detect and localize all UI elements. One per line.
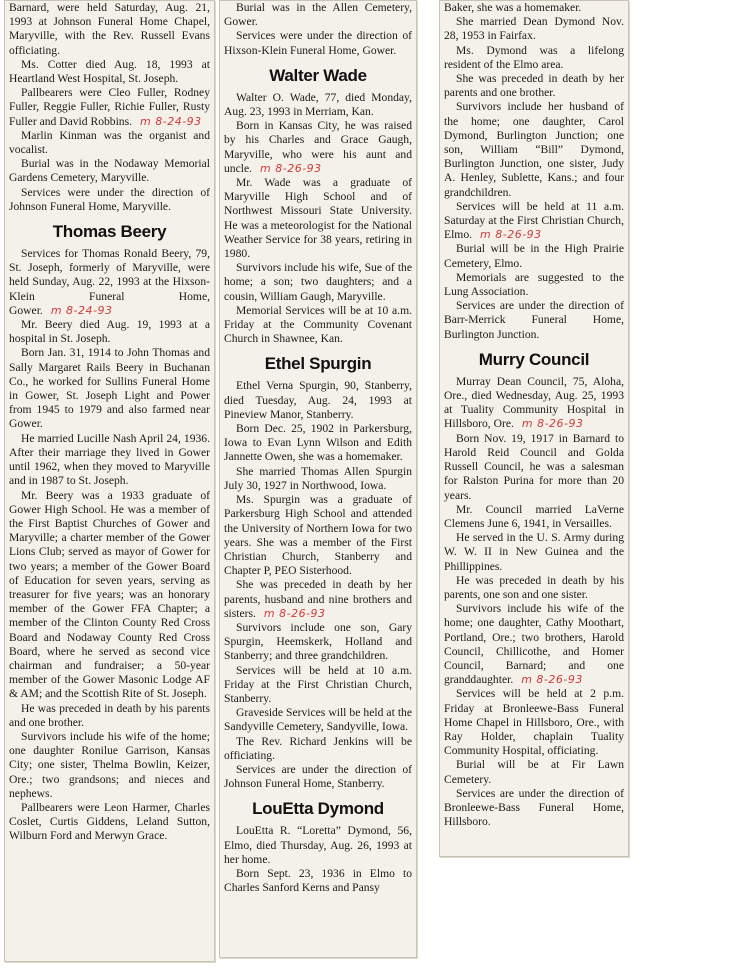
obituary-heading: LouEtta Dymond [252,799,384,819]
paragraph: Born Dec. 25, 1902 in Parkersburg, Iowa to Evan Lynn Wilson and Edith Jannette Owen, she was a homemaker. [224,422,412,464]
paragraph: Memorials are suggested to the Lung Association. [444,270,624,299]
paragraph: She married Dean Dymond Nov. 28, 1953 in Fairfax. [444,15,624,43]
paragraph: He married Lucille Nash April 24, 1936. After their marriage they lived in Gower until 1962, when they moved to Maryville and in 1987 to St. Joseph. [9,431,210,488]
paragraph: Burial will be in the High Prairie Cemetery, Elmo. [444,242,624,270]
paragraph: The Rev. Richard Jenkins will be officiating. [224,734,412,762]
paragraph: Survivors include his wife, Sue of the home; a son; two daughters; and a cousin, William Gaugh, Maryville. [224,261,412,303]
paragraph: She married Thomas Allen Spurgin July 30, 1927 in Northwood, Iowa. [224,464,412,492]
paragraph: Services were under the direction of Johnson Funeral Home, Maryville. [9,185,210,213]
paragraph-text: Survivors include his wife of the home; one daughter, Cathy Moothart, Portland, Ore.; two brothers, Harold Council, Chillicothe, and Homer Council, Barnard; and one granddaughter. [444,602,624,687]
paragraph: Services are under the direction of Barr-Merrick Funeral Home, Burlington Junction. [444,299,624,341]
paragraph-text: Born in Kansas City, he was raised by his Charles and Grace Gaugh, Maryville, who were his aunt and uncle. [224,119,412,175]
paragraph: Burial was in the Nodaway Memorial Gardens Cemetery, Maryville. [9,157,210,185]
paragraph: Services are under the direction of Johnson Funeral Home, Stanberry. [224,762,412,791]
paragraph: Services were under the direction of Hixson-Klein Funeral Home, Gower. [224,29,412,57]
obituary-heading: Ethel Spurgin [264,354,372,374]
clipping-column-3 [439,0,629,857]
paragraph: Ms. Cotter died Aug. 18, 1993 at Heartland West Hospital, St. Joseph. [9,57,210,86]
paragraph [224,119,412,176]
paragraph-text: Services for Thomas Ronald Beery, 79, St. Joseph, formerly of Maryville, were held Sunday, Aug. 22, 1993 at the Hixson-Klein Funeral Home, Gower. [9,247,210,317]
paragraph: Walter O. Wade, 77, died Monday, Aug. 23, 1993 in Merriam, Kan. [224,90,412,119]
paragraph: Services will be held at 10 a.m. Friday at the First Christian Church, Stanberry. [224,663,412,705]
obituary-heading: Thomas Beery [52,222,167,242]
paragraph: Services will be held at 2 p.m. Friday at Bronleewe-Bass Funeral Home Chapel in Hillsboro, Ore., with Ray Holder, chaplain Tuality Community Hospital, officiating. [444,687,624,758]
paragraph: Born Nov. 19, 1917 in Barnard to Harold Reid Council and Golda Russell Council, he was a salesman for Ralston Purina for more than 20 years. [444,431,624,502]
paragraph: Burial will be at Fir Lawn Cemetery. [444,758,624,786]
paragraph: Graveside Services will be held at the Sandyville Cemetery, Sandyville, Iowa. [224,706,412,734]
paragraph: Ethel Verna Spurgin, 90, Stanberry, died Tuesday, Aug. 24, 1993 at Pineview Manor, Stanberry. [224,379,412,421]
paragraph [444,200,624,243]
handwritten-date-note: m 8-24-93 [140,114,202,128]
handwritten-date-note: m 8-26-93 [480,228,542,242]
handwritten-date-note: m 8-24-93 [50,303,113,317]
paragraph: Barnard, were held Saturday, Aug. 21, 1993 at Johnson Funeral Home Chapel, Maryville, with the Rev. Russell Evans officiating. [9,1,210,57]
paragraph: Mr. Beery died Aug. 19, 1993 at a hospital in St. Joseph. [9,318,210,346]
handwritten-date-note: m 8-26-93 [521,417,584,431]
clipping-column-1 [4,0,215,962]
paragraph: Survivors include her husband of the home; one daughter, Carol Dymond, Burlington Junction; one son, William “Bill” Dymond, Burlington Junction, one sister, Judy A. Henley, Sublette, Kans.; and four grandchildren. [444,100,624,199]
paragraph: LouEtta R. “Loretta” Dymond, 56, Elmo, died Thursday, Aug. 26, 1993 at her home. [224,824,412,866]
handwritten-date-note: m 8-26-93 [263,606,326,620]
paragraph [9,247,210,318]
paragraph [224,578,412,621]
paragraph: Born Sept. 23, 1936 in Elmo to Charles Sanford Kerns and Pansy [224,866,412,895]
paragraph: Mr. Wade was a graduate of Maryville High School and of Northwest Missouri State University. He was a meteorologist for the National Weather Service for 38 years, retiring in 1980. [224,176,412,261]
paragraph-text: Murray Dean Council, 75, Aloha, Ore., died Wednesday, Aug. 25, 1993 at Tuality Community Hospital in Hillsboro, Ore. [444,374,624,431]
paragraph: Mr. Council married LaVerne Clemens June 6, 1941, in Versailles. [444,502,624,530]
paragraph: Baker, she was a homemaker. [444,1,582,14]
handwritten-date-note: m 8-26-93 [260,161,322,175]
obituary-heading: Murry Council [478,349,590,369]
paragraph: He was preceded in death by his parents and one brother. [9,701,210,729]
paragraph: Memorial Services will be at 10 a.m. Friday at the Community Covenant Church in Shawnee, Kan. [224,303,412,346]
clipping-column-2 [219,0,417,958]
paragraph: Services are under the direction of Bronleewe-Bass Funeral Home, Hillsboro. [444,786,624,829]
paragraph: Survivors include one son, Gary Spurgin, Heemskerk, Holland and Stanberry; and three grandchildren. [224,620,412,663]
paragraph-text: Services will be held at 11 a.m. Saturday at the First Christian Church, Elmo. [444,199,624,242]
paragraph: Marlin Kinman was the organist and vocalist. [9,128,210,157]
paragraph: Burial was in the Allen Cemetery, Gower. [224,1,412,29]
paragraph: Ms. Spurgin was a graduate of Parkersburg High School and attended the University of Northern Iowa for two years. She was a member of the First Christian Church, Stanberry and Chapter P, PEO Sisterhood. [224,493,412,578]
paragraph: He was preceded in death by his parents, one son and one sister. [444,573,624,601]
obituary-heading: Walter Wade [269,65,367,85]
paragraph [444,602,624,687]
paragraph: Mr. Beery was a 1933 graduate of Gower High School. He was a member of the First Baptist Churches of Gower and Maryville; a charter member of the Gower Lions Club; served as mayor of Gower for two years; a member of the Gower Board of Education for seven years, serving as treasurer for five years; was an honorary member of the Gower FFA Chapter; a member of the Clinton County Red Cross Board and Nodaway County Red Cross Board, where he served as second vice chairman and fundraiser; a 50-year member of the Gower Masonic Lodge AF & AM; and the Scottish Rite of St. Joseph. [9,488,210,701]
paragraph: Born Jan. 31, 1914 to John Thomas and Sally Margaret Rails Beery in Buchanan Co., he worked for Sullins Funeral Home in Gower, St. Joseph Light and Power from 1945 to 1979 and also farmed near Gower. [9,346,210,431]
paragraph [444,375,624,432]
paragraph [9,86,210,129]
paragraph: He served in the U. S. Army during W. W. II in New Guinea and the Phillippines. [444,531,624,573]
paragraph-text: She was preceded in death by her parents, husband and nine brothers and sisters. [224,578,412,620]
paragraph-text: Pallbearers were Cleo Fuller, Rodney Fuller, Reggie Fuller, Richie Fuller, Rusty Fuller and David Robbins. [9,86,210,128]
paragraph: Ms. Dymond was a lifelong resident of the Elmo area. [444,43,624,71]
paragraph: Pallbearers were Leon Harmer, Charles Coslet, Curtis Giddens, Leland Sutton, Wilburn Ford and Merwyn Grace. [9,800,210,843]
handwritten-date-note: m 8-26-93 [521,673,583,687]
paragraph: She was preceded in death by her parents and one brother. [444,72,624,100]
paragraph: Survivors include his wife of the home; one daughter Ronilue Garrison, Kansas City; one sister, Thelma Bowlin, Keizer, Ore.; two grandsons; and nieces and nephews. [9,729,210,800]
